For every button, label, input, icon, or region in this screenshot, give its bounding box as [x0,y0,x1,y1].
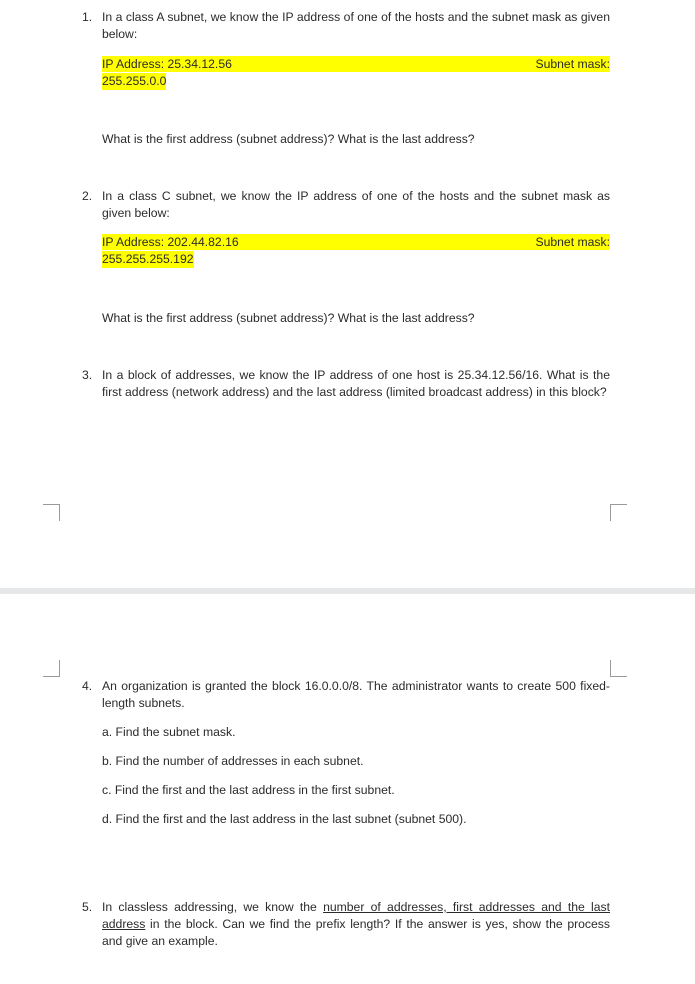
subnet-mask-label-1: Subnet mask: [535,57,610,71]
question-1-prompt: What is the first address (subnet address)? What is the last address? [102,132,475,146]
ip-line-1 [102,56,610,73]
question-4-part-d: d. Find the first and the last address in the last subnet (subnet 500). [102,812,467,826]
crop-mark-icon [43,504,60,521]
question-3-text: In a block of addresses, we know the IP address of one host is 25.34.12.56/16. What is the first address (network address) and the last address (limited broadcast address) in this block? [102,368,610,399]
question-4-part-b: b. Find the number of addresses in each subnet. [102,754,364,768]
question-4-part-a: a. Find the subnet mask. [102,725,236,739]
crop-mark-icon [610,504,627,521]
question-5-text-start: In classless addressing, we know the [102,900,324,914]
page-2 [0,594,695,984]
question-4-text: An organization is granted the block 16.0.0.0/8. The administrator wants to create 500 fixed-length subnets. [102,679,610,710]
ip-address-2: IP Address: 202.44.82.16 [102,235,239,249]
question-3-number: 3. [82,368,93,382]
subnet-mask-label-2: Subnet mask: [535,235,610,249]
crop-mark-icon [43,660,60,677]
question-5-text [102,899,610,950]
question-5-number: 5. [82,900,93,914]
ip-address-1: IP Address: 25.34.12.56 [102,57,232,71]
subnet-mask-value-2: 255.255.255.192 [102,252,194,266]
crop-mark-icon [610,660,627,677]
question-5-underlined-text: number of addresses, first addresses and the last address [102,900,610,931]
question-5-text-end: in the block. Can we find the prefix length? If the answer is yes, show the process and give an example. [102,917,610,948]
question-2-prompt: What is the first address (subnet address)? What is the last address? [102,311,475,325]
question-4-number: 4. [82,679,93,693]
question-1-text: In a class A subnet, we know the IP address of one of the hosts and the subnet mask as given below: [102,10,610,41]
question-4-part-c: c. Find the first and the last address in the first subnet. [102,783,395,797]
question-1-number: 1. [82,10,93,24]
question-2-text: In a class C subnet, we know the IP address of one of the hosts and the subnet mask as given below: [102,189,610,220]
subnet-mask-value-1: 255.255.0.0 [102,74,167,88]
question-2-number: 2. [82,189,93,203]
ip-line-2 [102,234,610,251]
